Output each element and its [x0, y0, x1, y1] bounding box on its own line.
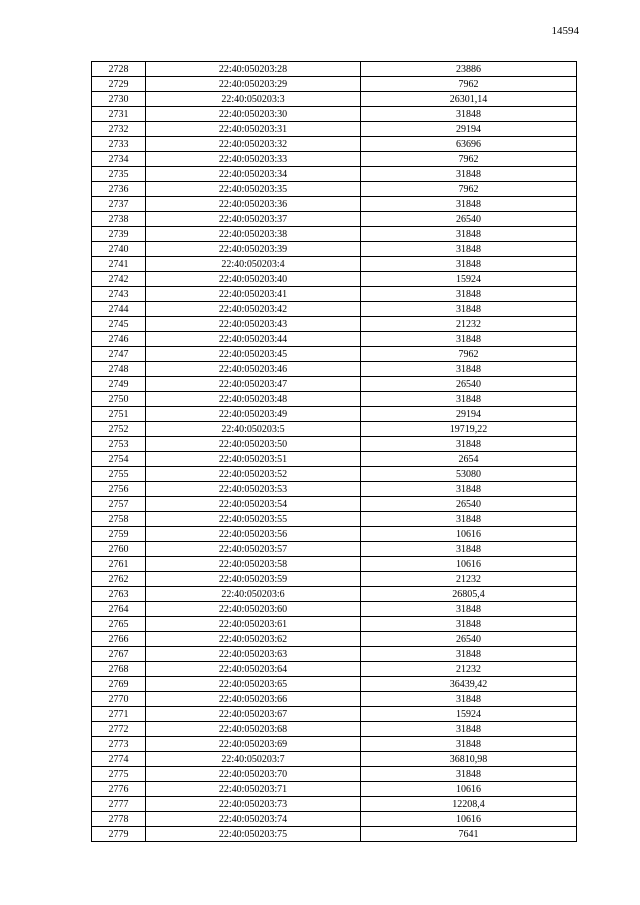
row-number-cell: 2768 [92, 662, 146, 677]
row-number-cell: 2731 [92, 107, 146, 122]
cadastral-number-cell: 22:40:050203:74 [146, 812, 361, 827]
cadastral-number-cell: 22:40:050203:47 [146, 377, 361, 392]
value-cell: 26540 [361, 377, 577, 392]
cadastral-number-cell: 22:40:050203:4 [146, 257, 361, 272]
cadastral-number-cell: 22:40:050203:64 [146, 662, 361, 677]
cadastral-number-cell: 22:40:050203:42 [146, 302, 361, 317]
table-row [92, 392, 577, 407]
row-number-cell: 2733 [92, 137, 146, 152]
row-number-cell: 2772 [92, 722, 146, 737]
table-row [92, 542, 577, 557]
table-row [92, 287, 577, 302]
value-cell: 21232 [361, 572, 577, 587]
cadastral-number-cell: 22:40:050203:7 [146, 752, 361, 767]
cadastral-number-cell: 22:40:050203:48 [146, 392, 361, 407]
row-number-cell: 2765 [92, 617, 146, 632]
value-cell: 31848 [361, 197, 577, 212]
cadastral-number-cell: 22:40:050203:50 [146, 437, 361, 452]
row-number-cell: 2737 [92, 197, 146, 212]
value-cell: 31848 [361, 647, 577, 662]
table-row [92, 782, 577, 797]
row-number-cell: 2738 [92, 212, 146, 227]
value-cell: 36810,98 [361, 752, 577, 767]
row-number-cell: 2779 [92, 827, 146, 842]
row-number-cell: 2753 [92, 437, 146, 452]
table-row [92, 437, 577, 452]
table-row [92, 737, 577, 752]
row-number-cell: 2732 [92, 122, 146, 137]
value-cell: 31848 [361, 107, 577, 122]
cadastral-number-cell: 22:40:050203:43 [146, 317, 361, 332]
cadastral-number-cell: 22:40:050203:63 [146, 647, 361, 662]
table-row [92, 497, 577, 512]
row-number-cell: 2729 [92, 77, 146, 92]
value-cell: 7962 [361, 152, 577, 167]
table-row [92, 767, 577, 782]
cadastral-number-cell: 22:40:050203:75 [146, 827, 361, 842]
row-number-cell: 2730 [92, 92, 146, 107]
cadastral-number-cell: 22:40:050203:66 [146, 692, 361, 707]
row-number-cell: 2751 [92, 407, 146, 422]
value-cell: 26301,14 [361, 92, 577, 107]
value-cell: 7962 [361, 182, 577, 197]
row-number-cell: 2758 [92, 512, 146, 527]
row-number-cell: 2747 [92, 347, 146, 362]
cadastral-number-cell: 22:40:050203:55 [146, 512, 361, 527]
value-cell: 31848 [361, 437, 577, 452]
cadastral-number-cell: 22:40:050203:61 [146, 617, 361, 632]
value-cell: 15924 [361, 707, 577, 722]
value-cell: 31848 [361, 482, 577, 497]
row-number-cell: 2763 [92, 587, 146, 602]
row-number-cell: 2740 [92, 242, 146, 257]
table-row [92, 107, 577, 122]
row-number-cell: 2756 [92, 482, 146, 497]
table-row [92, 377, 577, 392]
table-row [92, 257, 577, 272]
cadastral-number-cell: 22:40:050203:6 [146, 587, 361, 602]
table-row [92, 647, 577, 662]
cadastral-number-cell: 22:40:050203:73 [146, 797, 361, 812]
cadastral-number-cell: 22:40:050203:62 [146, 632, 361, 647]
table-row [92, 632, 577, 647]
table-row [92, 152, 577, 167]
cadastral-number-cell: 22:40:050203:71 [146, 782, 361, 797]
table-row [92, 692, 577, 707]
table-row [92, 827, 577, 842]
value-cell: 31848 [361, 617, 577, 632]
cadastral-number-cell: 22:40:050203:38 [146, 227, 361, 242]
value-cell: 31848 [361, 287, 577, 302]
table-row [92, 572, 577, 587]
value-cell: 10616 [361, 812, 577, 827]
cadastral-number-cell: 22:40:050203:40 [146, 272, 361, 287]
row-number-cell: 2728 [92, 62, 146, 77]
cadastral-number-cell: 22:40:050203:29 [146, 77, 361, 92]
table-row [92, 272, 577, 287]
row-number-cell: 2739 [92, 227, 146, 242]
cadastral-number-cell: 22:40:050203:31 [146, 122, 361, 137]
row-number-cell: 2748 [92, 362, 146, 377]
table-row [92, 122, 577, 137]
cadastral-number-cell: 22:40:050203:45 [146, 347, 361, 362]
cadastral-number-cell: 22:40:050203:70 [146, 767, 361, 782]
cadastral-number-cell: 22:40:050203:67 [146, 707, 361, 722]
cadastral-number-cell: 22:40:050203:57 [146, 542, 361, 557]
row-number-cell: 2778 [92, 812, 146, 827]
row-number-cell: 2745 [92, 317, 146, 332]
table-row [92, 167, 577, 182]
row-number-cell: 2764 [92, 602, 146, 617]
value-cell: 29194 [361, 122, 577, 137]
cadastral-number-cell: 22:40:050203:41 [146, 287, 361, 302]
cadastral-number-cell: 22:40:050203:33 [146, 152, 361, 167]
value-cell: 7641 [361, 827, 577, 842]
cadastral-number-cell: 22:40:050203:35 [146, 182, 361, 197]
value-cell: 26540 [361, 212, 577, 227]
table-row [92, 92, 577, 107]
value-cell: 7962 [361, 347, 577, 362]
value-cell: 10616 [361, 782, 577, 797]
cadastral-number-cell: 22:40:050203:58 [146, 557, 361, 572]
row-number-cell: 2752 [92, 422, 146, 437]
cadastral-number-cell: 22:40:050203:46 [146, 362, 361, 377]
page-number: 14594 [551, 25, 579, 37]
value-cell: 31848 [361, 362, 577, 377]
row-number-cell: 2767 [92, 647, 146, 662]
cadastral-number-cell: 22:40:050203:54 [146, 497, 361, 512]
value-cell: 2654 [361, 452, 577, 467]
row-number-cell: 2735 [92, 167, 146, 182]
value-cell: 31848 [361, 302, 577, 317]
table-row [92, 812, 577, 827]
cadastral-number-cell: 22:40:050203:32 [146, 137, 361, 152]
row-number-cell: 2757 [92, 497, 146, 512]
value-cell: 31848 [361, 227, 577, 242]
table-row [92, 197, 577, 212]
cadastral-number-cell: 22:40:050203:39 [146, 242, 361, 257]
row-number-cell: 2773 [92, 737, 146, 752]
value-cell: 53080 [361, 467, 577, 482]
row-number-cell: 2746 [92, 332, 146, 347]
row-number-cell: 2736 [92, 182, 146, 197]
value-cell: 15924 [361, 272, 577, 287]
row-number-cell: 2762 [92, 572, 146, 587]
table-row [92, 347, 577, 362]
table-row [92, 602, 577, 617]
cadastral-number-cell: 22:40:050203:37 [146, 212, 361, 227]
cadastral-number-cell: 22:40:050203:68 [146, 722, 361, 737]
row-number-cell: 2742 [92, 272, 146, 287]
value-cell: 26540 [361, 497, 577, 512]
row-number-cell: 2777 [92, 797, 146, 812]
cadastral-number-cell: 22:40:050203:49 [146, 407, 361, 422]
value-cell: 29194 [361, 407, 577, 422]
cadastral-number-cell: 22:40:050203:5 [146, 422, 361, 437]
value-cell: 31848 [361, 167, 577, 182]
table-row [92, 407, 577, 422]
table-row [92, 137, 577, 152]
value-cell: 31848 [361, 692, 577, 707]
cadastral-number-cell: 22:40:050203:51 [146, 452, 361, 467]
value-cell: 31848 [361, 602, 577, 617]
table-row [92, 587, 577, 602]
cadastral-number-cell: 22:40:050203:3 [146, 92, 361, 107]
table-row [92, 62, 577, 77]
row-number-cell: 2749 [92, 377, 146, 392]
cadastral-number-cell: 22:40:050203:59 [146, 572, 361, 587]
table-body [92, 62, 577, 842]
table-row [92, 707, 577, 722]
row-number-cell: 2776 [92, 782, 146, 797]
table-row [92, 662, 577, 677]
table-row [92, 482, 577, 497]
row-number-cell: 2755 [92, 467, 146, 482]
row-number-cell: 2754 [92, 452, 146, 467]
table-row [92, 617, 577, 632]
cadastral-number-cell: 22:40:050203:69 [146, 737, 361, 752]
value-cell: 21232 [361, 662, 577, 677]
value-cell: 10616 [361, 557, 577, 572]
cadastral-number-cell: 22:40:050203:56 [146, 527, 361, 542]
table-row [92, 797, 577, 812]
table-row [92, 722, 577, 737]
value-cell: 31848 [361, 257, 577, 272]
table-row [92, 362, 577, 377]
cadastral-number-cell: 22:40:050203:53 [146, 482, 361, 497]
cadastral-value-table [91, 61, 577, 842]
table-row [92, 512, 577, 527]
table-row [92, 557, 577, 572]
value-cell: 10616 [361, 527, 577, 542]
value-cell: 31848 [361, 392, 577, 407]
table-row [92, 212, 577, 227]
cadastral-number-cell: 22:40:050203:28 [146, 62, 361, 77]
cadastral-number-cell: 22:40:050203:30 [146, 107, 361, 122]
table-row [92, 332, 577, 347]
table-row [92, 467, 577, 482]
value-cell: 31848 [361, 332, 577, 347]
value-cell: 31848 [361, 737, 577, 752]
row-number-cell: 2741 [92, 257, 146, 272]
row-number-cell: 2769 [92, 677, 146, 692]
value-cell: 26540 [361, 632, 577, 647]
cadastral-number-cell: 22:40:050203:44 [146, 332, 361, 347]
value-cell: 23886 [361, 62, 577, 77]
cadastral-number-cell: 22:40:050203:52 [146, 467, 361, 482]
value-cell: 31848 [361, 242, 577, 257]
table-row [92, 317, 577, 332]
table-row [92, 227, 577, 242]
table-row [92, 242, 577, 257]
table-row [92, 302, 577, 317]
row-number-cell: 2734 [92, 152, 146, 167]
row-number-cell: 2774 [92, 752, 146, 767]
table-row [92, 77, 577, 92]
value-cell: 31848 [361, 767, 577, 782]
row-number-cell: 2743 [92, 287, 146, 302]
row-number-cell: 2750 [92, 392, 146, 407]
row-number-cell: 2760 [92, 542, 146, 557]
table-row [92, 452, 577, 467]
value-cell: 7962 [361, 77, 577, 92]
value-cell: 12208,4 [361, 797, 577, 812]
value-cell: 63696 [361, 137, 577, 152]
table-row [92, 752, 577, 767]
value-cell: 31848 [361, 542, 577, 557]
row-number-cell: 2761 [92, 557, 146, 572]
table-row [92, 182, 577, 197]
cadastral-number-cell: 22:40:050203:60 [146, 602, 361, 617]
row-number-cell: 2771 [92, 707, 146, 722]
row-number-cell: 2770 [92, 692, 146, 707]
value-cell: 21232 [361, 317, 577, 332]
table-row [92, 677, 577, 692]
row-number-cell: 2775 [92, 767, 146, 782]
row-number-cell: 2759 [92, 527, 146, 542]
cadastral-number-cell: 22:40:050203:34 [146, 167, 361, 182]
row-number-cell: 2766 [92, 632, 146, 647]
value-cell: 26805,4 [361, 587, 577, 602]
value-cell: 31848 [361, 722, 577, 737]
cadastral-number-cell: 22:40:050203:65 [146, 677, 361, 692]
value-cell: 31848 [361, 512, 577, 527]
value-cell: 36439,42 [361, 677, 577, 692]
cadastral-number-cell: 22:40:050203:36 [146, 197, 361, 212]
row-number-cell: 2744 [92, 302, 146, 317]
value-cell: 19719,22 [361, 422, 577, 437]
table-row [92, 527, 577, 542]
table-row [92, 422, 577, 437]
